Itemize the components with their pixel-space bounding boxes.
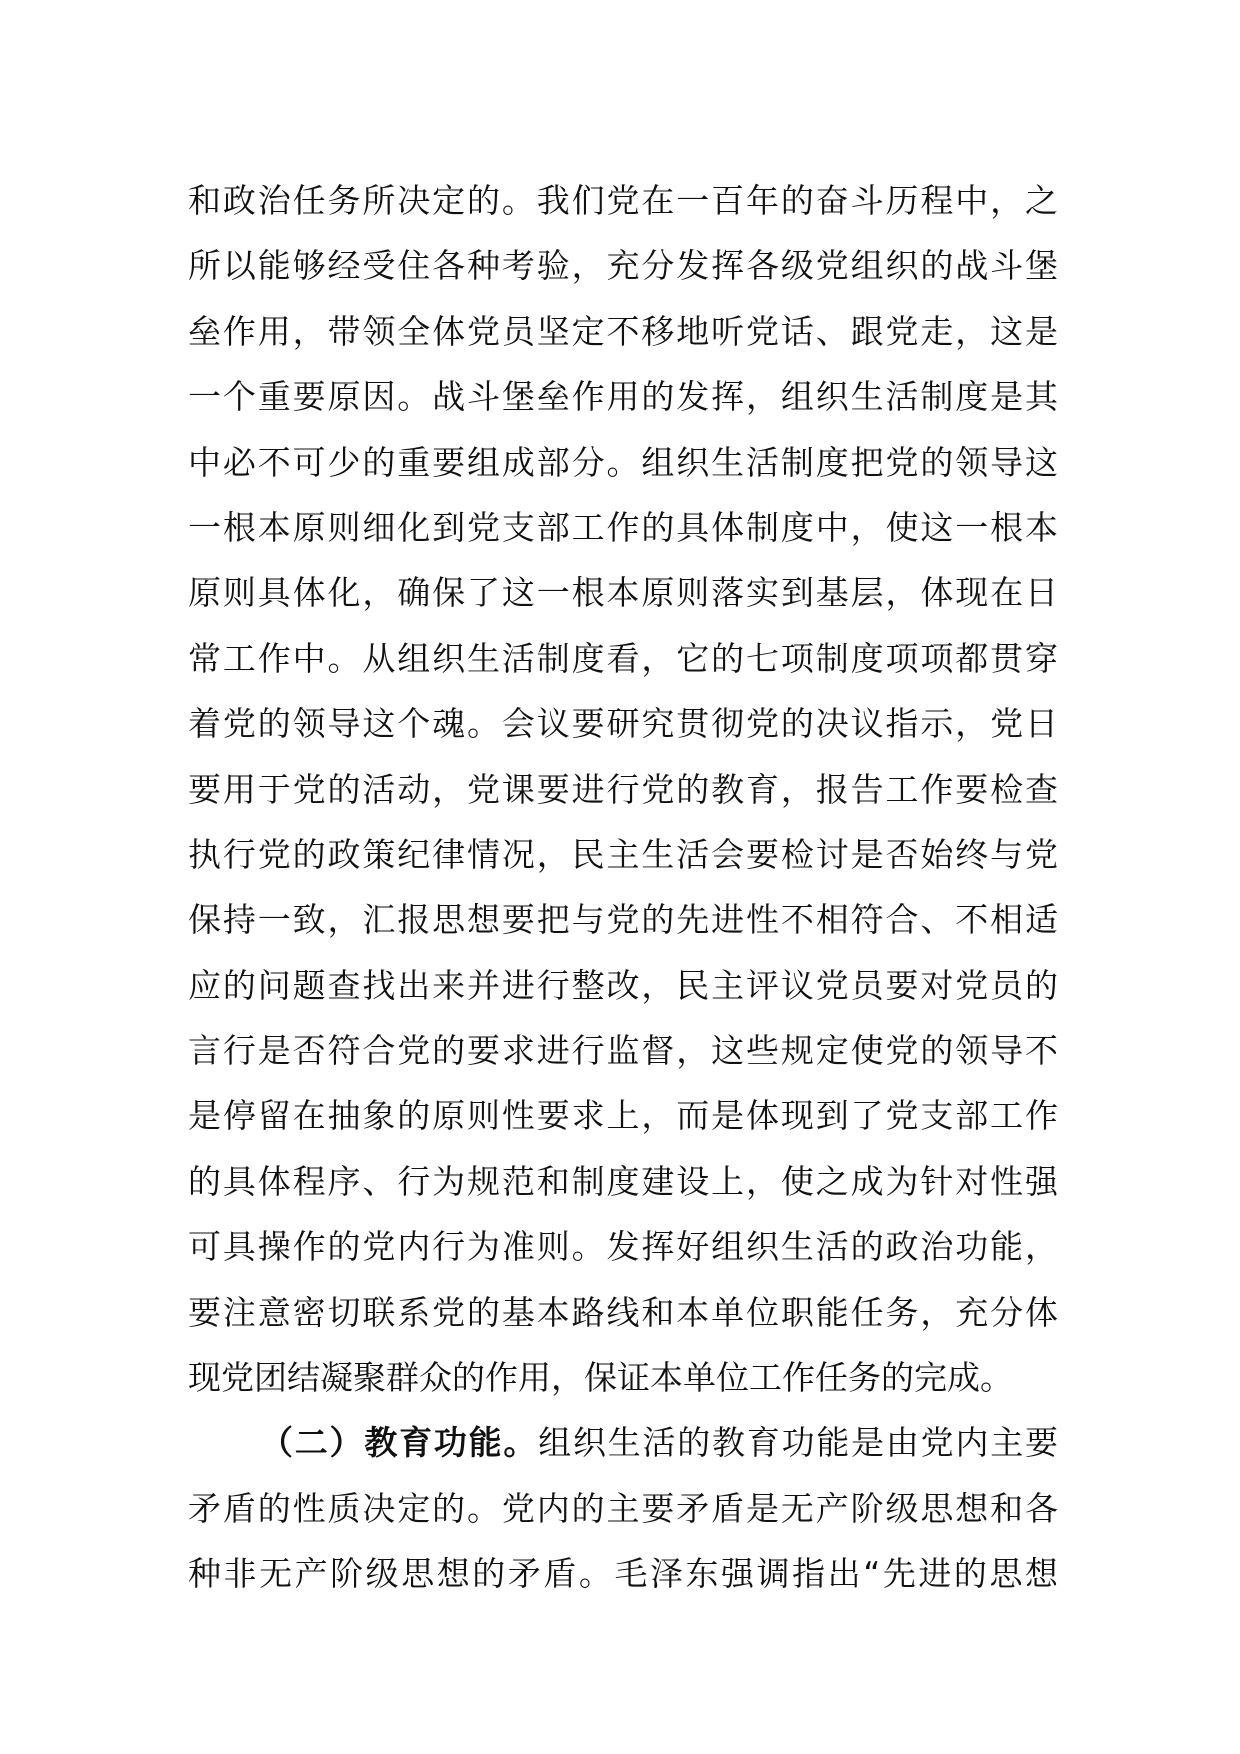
text-line: 矛盾的性质决定的。党内的主要矛盾是无产阶级思想和各 (188, 1488, 1058, 1528)
text-line: 执行党的政策纪律情况，民主生活会要检讨是否始终与党 (188, 834, 1058, 874)
text-line: 原则具体化，确保了这一根本原则落实到基层，体现在日 (188, 573, 1058, 613)
text-line: 保持一致，汇报思想要把与党的先进性不相符合、不相适 (188, 900, 1058, 940)
text-line: 中必不可少的重要组成部分。组织生活制度把党的领导这 (188, 442, 1058, 482)
text-line: 一根本原则细化到党支部工作的具体制度中，使这一根本 (188, 507, 1058, 547)
paragraph-end-line: 现党团结凝聚群众的作用，保证本单位工作任务的完成。 (188, 1358, 1013, 1398)
text-line: 要用于党的活动，党课要进行党的教育，报告工作要检查 (188, 769, 1058, 809)
section-heading-rest: 组织生活的教育功能是由党内主要 (538, 1423, 1059, 1463)
text-line: 种非无产阶级思想的矛盾。毛泽东强调指出“先进的思想 (188, 1554, 1058, 1594)
section-heading: （二）教育功能。 (260, 1423, 539, 1463)
text-line: 和政治任务所决定的。我们党在一百年的奋斗历程中，之 (188, 181, 1058, 220)
text-line: 是停留在抽象的原则性要求上，而是体现到了党支部工作 (188, 1096, 1058, 1136)
text-line: 言行是否符合党的要求进行监督，这些规定使党的领导不 (188, 1031, 1058, 1071)
text-line: 可具操作的党内行为准则。发挥好组织生活的政治功能， (188, 1227, 1058, 1267)
text-line: 所以能够经受住各种考验，充分发挥各级党组织的战斗堡 (188, 246, 1058, 286)
text-line: 的具体程序、行为规范和制度建设上，使之成为针对性强 (188, 1161, 1058, 1201)
text-line: 常工作中。从组织生活制度看，它的七项制度项项都贯穿 (188, 638, 1058, 678)
text-line: 着党的领导这个魂。会议要研究贯彻党的决议指示，党日 (188, 704, 1058, 744)
text-line: 要注意密切联系党的基本路线和本单位职能任务，充分体 (188, 1292, 1058, 1332)
text-line: 应的问题查找出来并进行整改，民主评议党员要对党员的 (188, 965, 1058, 1005)
body-text (188, 168, 1058, 1607)
section-heading-line (188, 1410, 1058, 1475)
text-line: 垒作用，带领全体党员坚定不移地听党话、跟党走，这是 (188, 311, 1058, 351)
text-line: 一个重要原因。战斗堡垒作用的发挥，组织生活制度是其 (188, 377, 1058, 417)
